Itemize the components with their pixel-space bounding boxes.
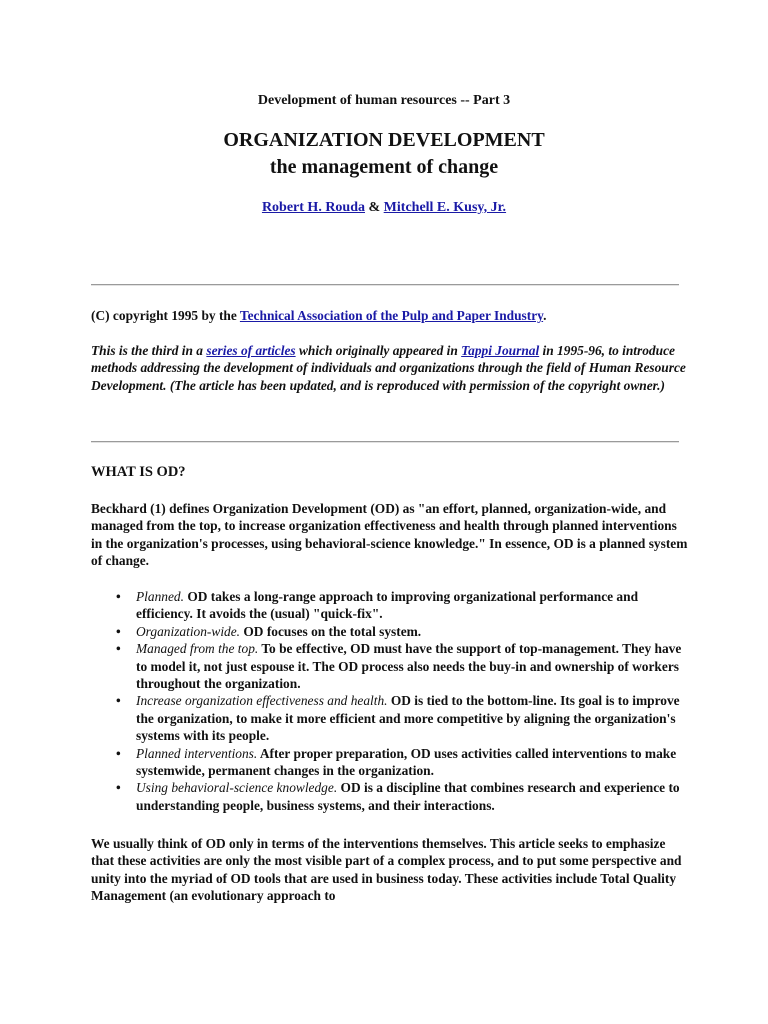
intro-text-3: in 1995-96, to introduce methods addressing the development of individuals and organizations through the field of Human Resource Development. (The article has been updated, and is reproduced with permission of the copyright owner.) xyxy=(91,343,686,393)
list-item-term: Using behavioral-science knowledge. xyxy=(136,780,338,796)
list-item-text: After proper preparation, OD uses activities called interventions to make systemwide, permanent changes in the organization. xyxy=(136,745,677,779)
list-item xyxy=(112,745,692,780)
list-item xyxy=(112,779,692,814)
intro-text-1: This is the third in a xyxy=(91,343,207,358)
list-item-text: To be effective, OD must have the support of top-management. They have to model it, not just espouse it. The OD process also needs the buy-in and ownership of workers throughout the organization. xyxy=(136,641,682,692)
bullet-icon: • xyxy=(116,745,121,761)
copyright-notice xyxy=(91,307,691,324)
author-link-kusy[interactable]: Mitchell E. Kusy, Jr. xyxy=(383,200,507,215)
author-line xyxy=(0,199,768,216)
od-characteristics-list xyxy=(112,588,692,814)
intro-text-2: which originally appeared in xyxy=(295,343,462,358)
author-separator: & xyxy=(365,200,384,215)
list-item-term: Planned. xyxy=(136,589,184,604)
list-item-text: OD is a discipline that combines research and experience to understanding people, business systems, and their interactions. xyxy=(136,780,680,813)
series-subtitle: Development of human resources -- Part 3 xyxy=(257,93,511,108)
interventions-paragraph: We usually think of OD only in terms of the interventions themselves. This article seeks to emphasize that these activities are only the most visible part of a complex process, and to put some perspective and unity into the myriad of OD tools that are used in business today. These activities include Total Quality Management (an evolutionary approach to xyxy=(91,836,682,904)
bullet-icon: • xyxy=(116,623,121,639)
list-item xyxy=(112,623,692,640)
divider-bottom xyxy=(91,441,679,443)
bullet-icon: • xyxy=(116,780,121,796)
bullet-icon: • xyxy=(116,589,121,604)
series-of-articles-link[interactable]: series of articles xyxy=(206,343,296,358)
page-subtitle: the management of change xyxy=(269,156,499,178)
list-item-text: OD is tied to the bottom-line. Its goal is to improve the organization, to make it more efficient and more competitive by aligning the organization's systems with its people. xyxy=(136,693,680,744)
list-item xyxy=(112,640,692,692)
list-item-term: Increase organization effectiveness and health. xyxy=(136,693,388,709)
bullet-icon: • xyxy=(116,641,121,657)
list-item xyxy=(112,588,692,623)
list-item-term: Planned interventions. xyxy=(136,745,258,761)
bullet-icon: • xyxy=(116,693,121,709)
copyright-prefix: (C) copyright 1995 by the xyxy=(91,308,240,323)
list-item-text: OD takes a long-range approach to improving organizational performance and efficiency. It avoids the (usual) "quick-fix". xyxy=(136,589,639,622)
page-title: ORGANIZATION DEVELOPMENT xyxy=(223,129,545,151)
tappi-association-link[interactable]: Technical Association of the Pulp and Paper Industry xyxy=(239,308,544,323)
section-heading: WHAT IS OD? xyxy=(91,464,186,480)
series-intro xyxy=(91,342,691,394)
copyright-suffix: . xyxy=(543,308,547,323)
definition-paragraph: Beckhard (1) defines Organization Development (OD) as "an effort, planned, organization-wide, and managed from the top, to increase organization effectiveness and health through planned interventions in the organization's processes, using behavioral-science knowledge." In essence, OD is a planned system of change. xyxy=(91,501,688,569)
list-item xyxy=(112,692,692,744)
list-item-text: OD focuses on the total system. xyxy=(240,623,422,639)
list-item-term: Managed from the top. xyxy=(136,641,259,657)
tappi-journal-link[interactable]: Tappi Journal xyxy=(461,343,540,358)
author-link-rouda[interactable]: Robert H. Rouda xyxy=(261,200,365,215)
list-item-term: Organization-wide. xyxy=(136,623,241,639)
divider-top xyxy=(91,284,679,286)
